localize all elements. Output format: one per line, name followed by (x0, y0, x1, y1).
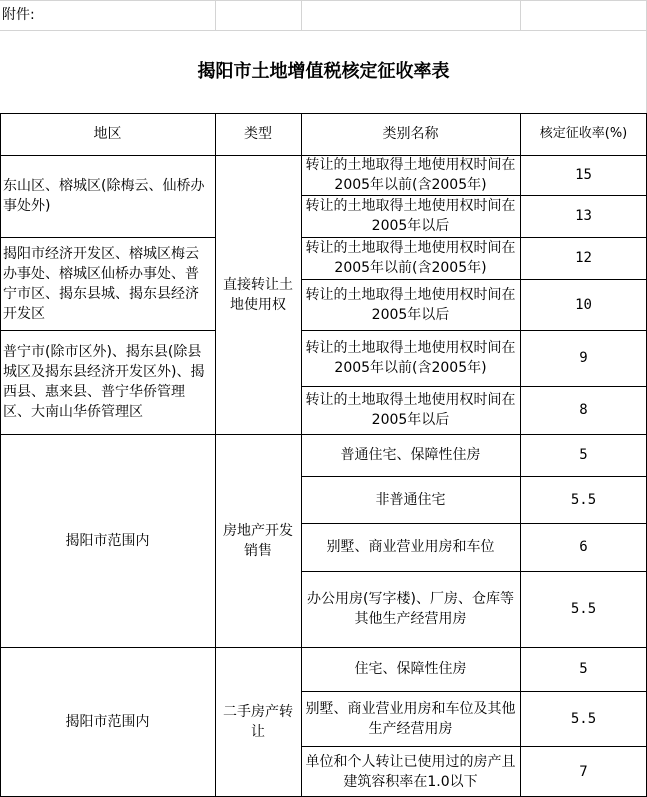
category-cell: 转让的土地取得土地使用权时间在2005年以后 (305, 392, 516, 428)
header-category: 类别名称 (382, 126, 439, 142)
table-border (0, 647, 647, 648)
gridline (215, 0, 216, 30)
category-cell: 住宅、保障性住房 (354, 661, 467, 677)
category-cell: 办公用房(写字楼)、厂房、仓库等其他生产经营用房 (307, 591, 514, 627)
region-cell: 普宁市(除市区外)、揭东县(除县城区及揭东县经济开发区外)、揭西县、惠来县、普宁华侨管理区、大南山华侨管理区 (3, 344, 205, 420)
table-border (301, 476, 647, 477)
rate-cell: 13 (575, 208, 592, 224)
table-border (0, 113, 647, 114)
rate-cell: 5.5 (570, 491, 597, 508)
region-cell: 揭阳市范围内 (65, 532, 150, 549)
table-border (301, 691, 647, 692)
table-border (301, 279, 647, 280)
header-type: 类型 (244, 126, 272, 142)
region-cell: 揭阳市范围内 (65, 714, 150, 730)
rate-cell: 15 (575, 167, 592, 183)
table-border (0, 155, 647, 156)
category-cell: 别墅、商业营业用房和车位及其他生产经营用房 (305, 700, 516, 737)
region-cell: 东山区、榕城区(除梅云、仙桥办事处外) (3, 178, 205, 214)
category-cell: 转让的土地取得土地使用权时间在2005年以后 (305, 286, 516, 323)
table-border (0, 434, 647, 435)
gridline (520, 0, 521, 30)
table-border (0, 113, 1, 797)
category-cell: 别墅、商业营业用房和车位 (326, 539, 495, 555)
table-border (215, 113, 216, 797)
table-border (301, 113, 302, 797)
category-cell: 转让的土地取得土地使用权时间在2005年以后 (305, 198, 516, 234)
type-cell: 房地产开发销售 (223, 522, 293, 559)
category-cell: 普通住宅、保障性住房 (340, 447, 481, 463)
table-border (301, 237, 647, 238)
category-cell: 转让的土地取得土地使用权时间在2005年以前(含2005年) (305, 240, 516, 276)
header-region: 地区 (93, 126, 122, 142)
table-border (301, 386, 647, 387)
category-cell: 单位和个人转让已使用过的房产且建筑容积率在1.0以下 (305, 753, 516, 790)
header-rate: 核定征收率(%) (539, 126, 628, 141)
table-border (301, 746, 647, 747)
rate-cell: 12 (575, 250, 592, 266)
category-cell: 转让的土地取得土地使用权时间在2005年以前(含2005年) (305, 157, 516, 193)
rate-cell: 7 (579, 763, 588, 780)
table-border (0, 237, 215, 238)
rate-cell: 10 (575, 296, 592, 313)
page-title: 揭阳市土地增值税核定征收率表 (197, 60, 450, 82)
rate-cell: 5 (579, 447, 588, 463)
table-border (301, 523, 647, 524)
annex-label: 附件: (2, 7, 35, 23)
rate-cell: 5.5 (570, 601, 597, 617)
category-cell: 非普通住宅 (375, 491, 446, 508)
category-cell: 转让的土地取得土地使用权时间在2005年以前(含2005年) (305, 340, 516, 376)
region-cell: 揭阳市经济开发区、榕城区梅云办事处、榕城区仙桥办事处、普宁市区、揭东县城、揭东县经济开发区 (3, 245, 199, 322)
rate-cell: 8 (579, 402, 588, 418)
table-border (301, 571, 647, 572)
rate-cell: 9 (579, 350, 588, 366)
gridline (301, 0, 302, 30)
table-border (520, 113, 521, 797)
type-cell: 直接转让土地使用权 (223, 276, 293, 313)
rate-cell: 5 (579, 661, 588, 677)
rate-cell: 5.5 (570, 710, 597, 727)
type-cell: 二手房产转让 (223, 704, 293, 740)
rate-cell: 6 (579, 539, 588, 555)
table-border (0, 330, 215, 331)
table-border (301, 330, 647, 331)
table-border (301, 195, 647, 196)
